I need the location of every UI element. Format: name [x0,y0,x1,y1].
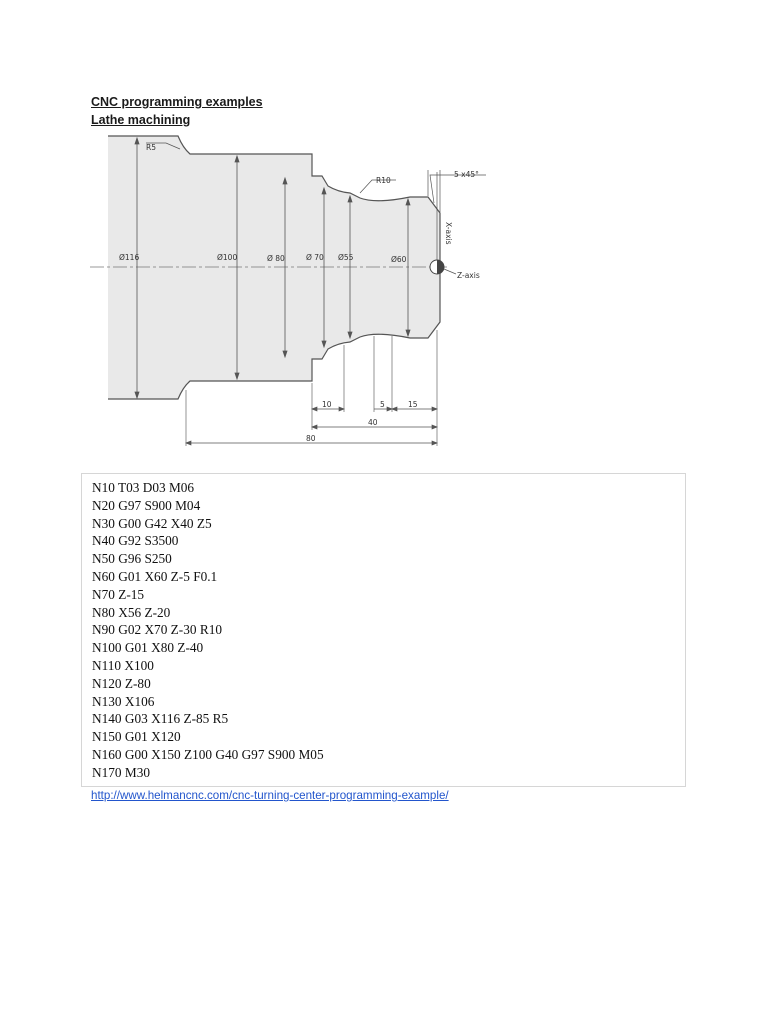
program-line: N130 X106 [92,693,155,709]
label-z-axis: Z-axis [457,271,480,280]
leader-chamfer [430,175,486,203]
program-line: N170 M30 [92,764,150,780]
document-subtitle: Lathe machining [91,113,191,127]
program-line: N30 G00 G42 X40 Z5 [92,515,212,531]
label-l10: 10 [322,400,332,409]
program-line: N160 G00 X150 Z100 G40 G97 S900 M05 [92,746,324,762]
program-line: N70 Z-15 [92,586,145,602]
lathe-part-drawing [0,0,768,460]
program-line: N120 Z-80 [92,675,151,691]
cnc-program-box [81,473,686,787]
cnc-program-lines [82,474,685,782]
label-d116: Ø116 [119,253,140,262]
program-line: N100 G01 X80 Z-40 [92,640,204,656]
program-line: N150 G01 X120 [92,729,181,745]
label-d100: Ø100 [217,253,238,262]
label-chamfer: 5 x45° [454,170,479,179]
label-l5: 5 [380,400,385,409]
program-line: N110 X100 [92,657,154,673]
program-line: N90 G02 X70 Z-30 R10 [92,622,223,638]
document-title: CNC programming examples [91,95,263,109]
program-line: N80 X56 Z-20 [92,604,171,620]
source-link[interactable]: http://www.helmancnc.com/cnc-turning-center-programming-example/ [91,789,449,802]
program-line: N50 G96 S250 [92,551,172,567]
label-d60: Ø60 [391,255,407,264]
label-l15: 15 [408,400,418,409]
program-line: N40 G92 S3500 [92,533,179,549]
label-d80: Ø 80 [267,254,285,263]
label-d55: Ø55 [338,253,354,262]
label-d70: Ø 70 [306,253,324,262]
program-line: N10 T03 D03 M06 [92,480,195,495]
program-line: N60 G01 X60 Z-5 F0.1 [92,568,218,584]
label-l40: 40 [368,418,378,427]
label-l80: 80 [306,434,316,443]
program-line: N140 G03 X116 Z-85 R5 [92,711,229,727]
program-line: N20 G97 S900 M04 [92,497,201,513]
label-r5: R5 [146,143,156,152]
label-r10: R10 [376,176,391,185]
label-x-axis: X-axis [444,222,453,245]
